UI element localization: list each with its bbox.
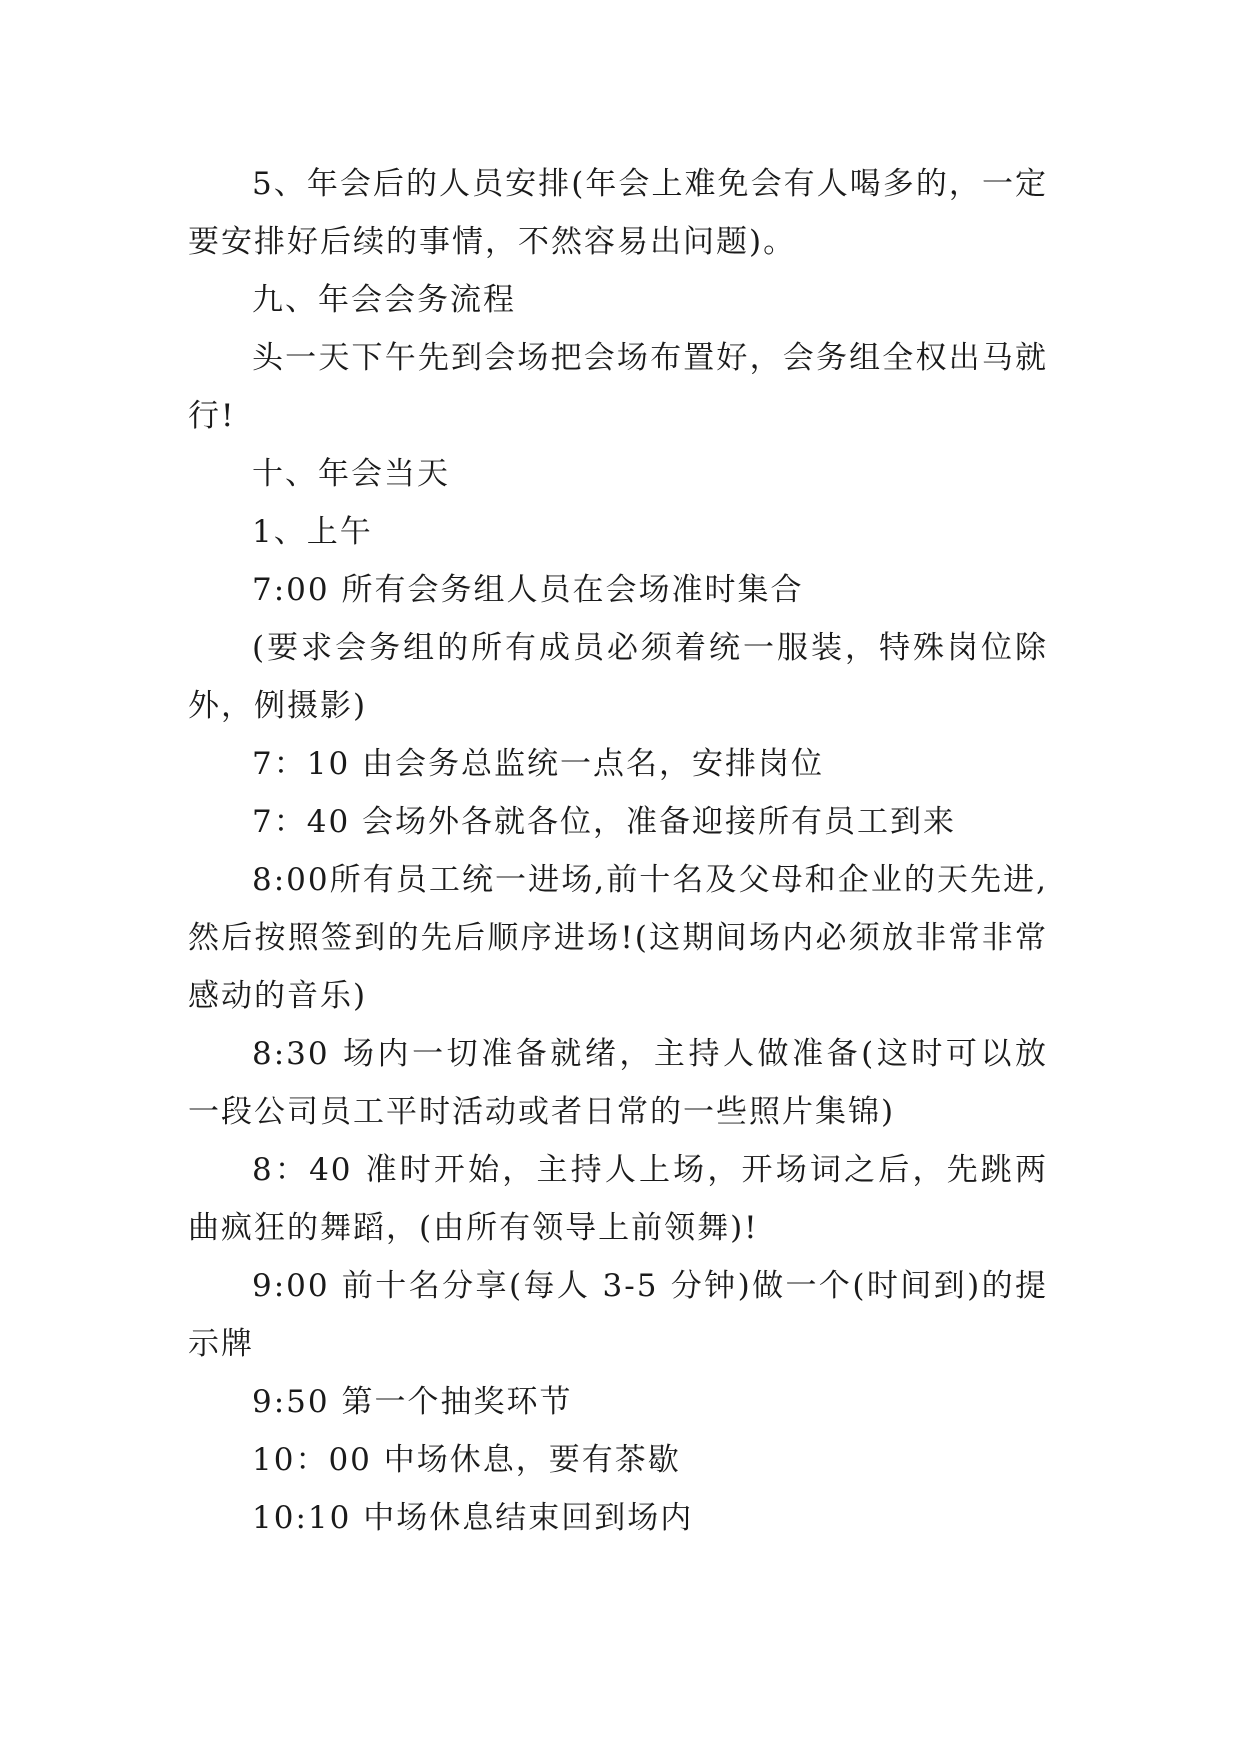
schedule-item-0710: 7：10 由会务总监统一点名，安排岗位	[252, 746, 825, 782]
document-body	[188, 155, 1048, 1547]
schedule-item-0840: 8：40 准时开始，主持人上场，开场词之后，先跳两曲疯狂的舞蹈，(由所有领导上前领舞)!	[188, 1152, 1048, 1246]
schedule-item-1010: 10:10 中场休息结束回到场内	[252, 1500, 694, 1536]
paragraph-after-party-arrangement: 5、年会后的人员安排(年会上难免会有人喝多的，一定要安排好后续的事情，不然容易出问题)。	[188, 166, 1048, 260]
section-heading-meeting-process: 九、年会会务流程	[252, 282, 516, 318]
schedule-item-0950: 9:50 第一个抽奖环节	[252, 1384, 573, 1420]
schedule-item-0700: 7:00 所有会务组人员在会场准时集合	[252, 572, 804, 608]
schedule-item-0740: 7：40 会场外各就各位，准备迎接所有员工到来	[252, 804, 957, 840]
paragraph-venue-setup: 头一天下午先到会场把会场布置好，会务组全权出马就行!	[188, 340, 1048, 434]
schedule-item-0830: 8:30 场内一切准备就绪，主持人做准备(这时可以放一段公司员工平时活动或者日常的一些照片集锦)	[188, 1036, 1048, 1130]
section-heading-event-day: 十、年会当天	[252, 456, 450, 492]
subheading-morning: 1、上午	[252, 514, 373, 550]
paragraph-uniform-note: (要求会务组的所有成员必须着统一服装，特殊岗位除外，例摄影)	[188, 630, 1048, 724]
schedule-item-0800: 8:00所有员工统一进场,前十名及父母和企业的天先进,然后按照签到的先后顺序进场!(这期间场内必须放非常非常感动的音乐)	[188, 862, 1048, 1014]
schedule-item-1000: 10：00 中场休息，要有茶歇	[252, 1442, 681, 1478]
schedule-item-0900: 9:00 前十名分享(每人 3-5 分钟)做一个(时间到)的提示牌	[188, 1268, 1048, 1362]
